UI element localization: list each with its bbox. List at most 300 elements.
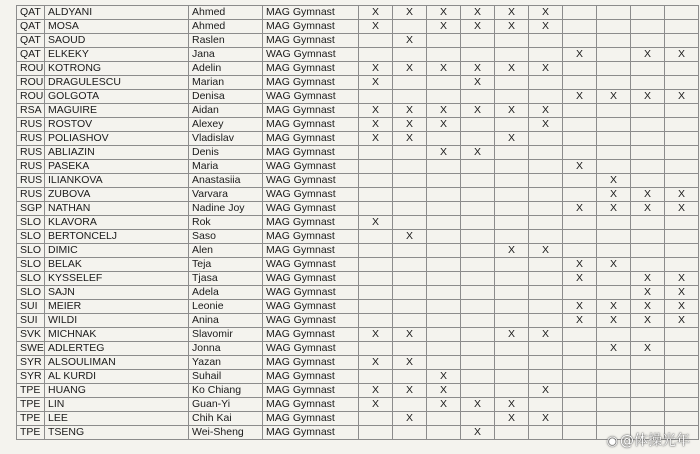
apparatus-mark-cell: X — [461, 104, 495, 118]
table-row — [17, 146, 699, 160]
country-code-cell: SLO — [17, 216, 45, 230]
surname-cell: MEIER — [45, 300, 189, 314]
country-code-cell: QAT — [17, 34, 45, 48]
table-row — [17, 188, 699, 202]
apparatus-mark-cell — [665, 370, 699, 384]
apparatus-mark-cell: X — [461, 426, 495, 440]
apparatus-mark-cell — [427, 34, 461, 48]
country-code-cell: SVK — [17, 328, 45, 342]
apparatus-mark-cell — [665, 104, 699, 118]
apparatus-mark-cell: X — [529, 62, 563, 76]
discipline-cell: MAG Gymnast — [263, 20, 359, 34]
apparatus-mark-cell — [529, 90, 563, 104]
apparatus-mark-cell — [631, 328, 665, 342]
apparatus-mark-cell — [529, 216, 563, 230]
apparatus-mark-cell — [393, 314, 427, 328]
apparatus-mark-cell — [529, 356, 563, 370]
table-row — [17, 328, 699, 342]
country-code-cell: SUI — [17, 300, 45, 314]
discipline-cell: WAG Gymnast — [263, 314, 359, 328]
given-name-cell: Denis — [189, 146, 263, 160]
apparatus-mark-cell: X — [529, 104, 563, 118]
table-row — [17, 104, 699, 118]
country-code-cell: SLO — [17, 286, 45, 300]
surname-cell: ALSOULIMAN — [45, 356, 189, 370]
table-row — [17, 216, 699, 230]
apparatus-mark-cell — [359, 146, 393, 160]
discipline-cell: WAG Gymnast — [263, 160, 359, 174]
apparatus-mark-cell: X — [393, 328, 427, 342]
apparatus-mark-cell — [495, 286, 529, 300]
surname-cell: ILIANKOVA — [45, 174, 189, 188]
apparatus-mark-cell: X — [631, 188, 665, 202]
apparatus-mark-cell — [529, 146, 563, 160]
apparatus-mark-cell — [393, 426, 427, 440]
apparatus-mark-cell — [393, 300, 427, 314]
discipline-cell: MAG Gymnast — [263, 356, 359, 370]
apparatus-mark-cell — [427, 300, 461, 314]
apparatus-mark-cell — [665, 132, 699, 146]
apparatus-mark-cell — [631, 412, 665, 426]
apparatus-mark-cell — [665, 146, 699, 160]
apparatus-mark-cell — [529, 370, 563, 384]
apparatus-mark-cell — [359, 90, 393, 104]
apparatus-mark-cell — [563, 62, 597, 76]
apparatus-mark-cell — [563, 412, 597, 426]
apparatus-mark-cell — [461, 132, 495, 146]
country-code-cell: SYR — [17, 356, 45, 370]
apparatus-mark-cell — [359, 258, 393, 272]
discipline-cell: MAG Gymnast — [263, 412, 359, 426]
given-name-cell: Saso — [189, 230, 263, 244]
surname-cell: DRAGULESCU — [45, 76, 189, 90]
apparatus-mark-cell — [597, 34, 631, 48]
surname-cell: ZUBOVA — [45, 188, 189, 202]
apparatus-mark-cell: X — [359, 76, 393, 90]
apparatus-mark-cell — [631, 216, 665, 230]
apparatus-mark-cell — [461, 118, 495, 132]
apparatus-mark-cell — [597, 230, 631, 244]
apparatus-mark-cell — [597, 398, 631, 412]
apparatus-mark-cell: X — [495, 328, 529, 342]
given-name-cell: Vladislav — [189, 132, 263, 146]
discipline-cell: MAG Gymnast — [263, 146, 359, 160]
apparatus-mark-cell — [529, 286, 563, 300]
apparatus-mark-cell: X — [359, 20, 393, 34]
apparatus-mark-cell — [597, 160, 631, 174]
apparatus-mark-cell — [529, 314, 563, 328]
apparatus-mark-cell: X — [427, 398, 461, 412]
discipline-cell: WAG Gymnast — [263, 90, 359, 104]
apparatus-mark-cell — [495, 384, 529, 398]
apparatus-mark-cell — [665, 62, 699, 76]
discipline-cell: MAG Gymnast — [263, 104, 359, 118]
apparatus-mark-cell — [359, 272, 393, 286]
apparatus-mark-cell — [529, 258, 563, 272]
apparatus-mark-cell: X — [495, 398, 529, 412]
apparatus-mark-cell — [461, 174, 495, 188]
apparatus-mark-cell — [631, 20, 665, 34]
surname-cell: SAJN — [45, 286, 189, 300]
discipline-cell: MAG Gymnast — [263, 62, 359, 76]
apparatus-mark-cell: X — [597, 174, 631, 188]
apparatus-mark-cell — [427, 314, 461, 328]
watermark — [607, 430, 690, 450]
apparatus-mark-cell — [631, 230, 665, 244]
entry-list-table — [16, 5, 699, 440]
apparatus-mark-cell — [393, 76, 427, 90]
country-code-cell: TPE — [17, 384, 45, 398]
table-row — [17, 426, 699, 440]
apparatus-mark-cell — [563, 174, 597, 188]
apparatus-mark-cell: X — [359, 216, 393, 230]
apparatus-mark-cell — [427, 230, 461, 244]
apparatus-mark-cell — [495, 160, 529, 174]
apparatus-mark-cell: X — [631, 300, 665, 314]
apparatus-mark-cell — [597, 356, 631, 370]
apparatus-mark-cell — [665, 216, 699, 230]
country-code-cell: SLO — [17, 272, 45, 286]
apparatus-mark-cell — [427, 216, 461, 230]
apparatus-mark-cell — [461, 90, 495, 104]
apparatus-mark-cell: X — [563, 258, 597, 272]
given-name-cell: Jana — [189, 48, 263, 62]
country-code-cell: RUS — [17, 174, 45, 188]
discipline-cell: MAG Gymnast — [263, 328, 359, 342]
apparatus-mark-cell: X — [665, 314, 699, 328]
apparatus-mark-cell: X — [529, 6, 563, 20]
apparatus-mark-cell: X — [359, 104, 393, 118]
discipline-cell: MAG Gymnast — [263, 216, 359, 230]
given-name-cell: Maria — [189, 160, 263, 174]
given-name-cell: Alexey — [189, 118, 263, 132]
country-code-cell: QAT — [17, 6, 45, 20]
apparatus-mark-cell — [597, 76, 631, 90]
country-code-cell: SLO — [17, 244, 45, 258]
apparatus-mark-cell — [393, 160, 427, 174]
surname-cell: ADLERTEG — [45, 342, 189, 356]
apparatus-mark-cell: X — [495, 20, 529, 34]
table-row — [17, 342, 699, 356]
surname-cell: KOTRONG — [45, 62, 189, 76]
surname-cell: BERTONCELJ — [45, 230, 189, 244]
apparatus-mark-cell: X — [359, 62, 393, 76]
discipline-cell: MAG Gymnast — [263, 76, 359, 90]
apparatus-mark-cell — [529, 160, 563, 174]
apparatus-mark-cell — [631, 160, 665, 174]
apparatus-mark-cell — [495, 202, 529, 216]
surname-cell: NATHAN — [45, 202, 189, 216]
apparatus-mark-cell — [495, 146, 529, 160]
apparatus-mark-cell: X — [495, 244, 529, 258]
apparatus-mark-cell — [529, 342, 563, 356]
country-code-cell: RSA — [17, 104, 45, 118]
apparatus-mark-cell — [631, 146, 665, 160]
apparatus-mark-cell — [495, 370, 529, 384]
discipline-cell: WAG Gymnast — [263, 300, 359, 314]
discipline-cell: MAG Gymnast — [263, 118, 359, 132]
discipline-cell: WAG Gymnast — [263, 258, 359, 272]
apparatus-mark-cell: X — [427, 370, 461, 384]
apparatus-mark-cell — [597, 62, 631, 76]
table-row — [17, 76, 699, 90]
apparatus-mark-cell — [461, 48, 495, 62]
table-row — [17, 412, 699, 426]
apparatus-mark-cell — [529, 202, 563, 216]
apparatus-mark-cell — [665, 118, 699, 132]
apparatus-mark-cell — [495, 118, 529, 132]
apparatus-mark-cell: X — [427, 384, 461, 398]
apparatus-mark-cell — [529, 426, 563, 440]
apparatus-mark-cell — [665, 174, 699, 188]
apparatus-mark-cell: X — [495, 412, 529, 426]
apparatus-mark-cell — [597, 146, 631, 160]
table-row — [17, 300, 699, 314]
apparatus-mark-cell — [393, 398, 427, 412]
given-name-cell: Aidan — [189, 104, 263, 118]
apparatus-mark-cell — [665, 20, 699, 34]
apparatus-mark-cell — [563, 34, 597, 48]
country-code-cell: QAT — [17, 20, 45, 34]
given-name-cell: Alen — [189, 244, 263, 258]
apparatus-mark-cell: X — [563, 48, 597, 62]
apparatus-mark-cell — [461, 216, 495, 230]
apparatus-mark-cell — [461, 300, 495, 314]
apparatus-mark-cell — [563, 230, 597, 244]
given-name-cell: Suhail — [189, 370, 263, 384]
apparatus-mark-cell — [631, 132, 665, 146]
apparatus-mark-cell — [393, 370, 427, 384]
entry-list-body — [17, 6, 699, 440]
apparatus-mark-cell: X — [393, 6, 427, 20]
apparatus-mark-cell — [427, 48, 461, 62]
apparatus-mark-cell — [461, 244, 495, 258]
discipline-cell: MAG Gymnast — [263, 398, 359, 412]
apparatus-mark-cell: X — [665, 286, 699, 300]
given-name-cell: Guan-Yi — [189, 398, 263, 412]
apparatus-mark-cell — [665, 342, 699, 356]
table-row — [17, 384, 699, 398]
apparatus-mark-cell: X — [563, 160, 597, 174]
apparatus-mark-cell: X — [393, 356, 427, 370]
surname-cell: MOSA — [45, 20, 189, 34]
apparatus-mark-cell — [393, 146, 427, 160]
apparatus-mark-cell: X — [393, 384, 427, 398]
apparatus-mark-cell — [631, 258, 665, 272]
apparatus-mark-cell — [393, 48, 427, 62]
apparatus-mark-cell — [461, 356, 495, 370]
given-name-cell: Leonie — [189, 300, 263, 314]
apparatus-mark-cell — [393, 342, 427, 356]
apparatus-mark-cell — [597, 216, 631, 230]
apparatus-mark-cell: X — [359, 6, 393, 20]
apparatus-mark-cell — [563, 146, 597, 160]
apparatus-mark-cell — [563, 370, 597, 384]
apparatus-mark-cell — [597, 384, 631, 398]
apparatus-mark-cell — [427, 356, 461, 370]
apparatus-mark-cell: X — [461, 398, 495, 412]
given-name-cell: Yazan — [189, 356, 263, 370]
given-name-cell: Raslen — [189, 34, 263, 48]
country-code-cell: ROU — [17, 62, 45, 76]
given-name-cell: Ko Chiang — [189, 384, 263, 398]
apparatus-mark-cell: X — [631, 48, 665, 62]
apparatus-mark-cell — [427, 412, 461, 426]
apparatus-mark-cell: X — [393, 132, 427, 146]
apparatus-mark-cell — [495, 34, 529, 48]
apparatus-mark-cell — [563, 20, 597, 34]
country-code-cell: RUS — [17, 188, 45, 202]
apparatus-mark-cell — [359, 412, 393, 426]
table-row — [17, 230, 699, 244]
apparatus-mark-cell — [359, 286, 393, 300]
apparatus-mark-cell: X — [393, 118, 427, 132]
apparatus-mark-cell — [461, 202, 495, 216]
apparatus-mark-cell: X — [529, 118, 563, 132]
apparatus-mark-cell — [427, 342, 461, 356]
apparatus-mark-cell — [495, 356, 529, 370]
apparatus-mark-cell — [631, 34, 665, 48]
table-row — [17, 272, 699, 286]
apparatus-mark-cell — [665, 34, 699, 48]
table-row — [17, 62, 699, 76]
country-code-cell: SLO — [17, 258, 45, 272]
country-code-cell: RUS — [17, 160, 45, 174]
apparatus-mark-cell: X — [495, 104, 529, 118]
country-code-cell: RUS — [17, 132, 45, 146]
apparatus-mark-cell: X — [393, 34, 427, 48]
country-code-cell: TPE — [17, 398, 45, 412]
table-row — [17, 90, 699, 104]
apparatus-mark-cell — [359, 244, 393, 258]
watermark-text: @体操光年 — [620, 433, 690, 449]
apparatus-mark-cell — [563, 328, 597, 342]
apparatus-mark-cell: X — [393, 412, 427, 426]
apparatus-mark-cell — [631, 62, 665, 76]
table-row — [17, 356, 699, 370]
apparatus-mark-cell — [529, 230, 563, 244]
apparatus-mark-cell: X — [563, 300, 597, 314]
apparatus-mark-cell — [427, 188, 461, 202]
table-row — [17, 20, 699, 34]
given-name-cell: Tjasa — [189, 272, 263, 286]
apparatus-mark-cell — [665, 230, 699, 244]
apparatus-mark-cell: X — [427, 104, 461, 118]
apparatus-mark-cell — [427, 160, 461, 174]
table-row — [17, 132, 699, 146]
apparatus-mark-cell — [359, 188, 393, 202]
given-name-cell: Wei-Sheng — [189, 426, 263, 440]
apparatus-mark-cell: X — [359, 328, 393, 342]
apparatus-mark-cell — [495, 188, 529, 202]
apparatus-mark-cell — [665, 244, 699, 258]
apparatus-mark-cell — [359, 230, 393, 244]
discipline-cell: WAG Gymnast — [263, 286, 359, 300]
apparatus-mark-cell — [631, 104, 665, 118]
apparatus-mark-cell: X — [359, 398, 393, 412]
apparatus-mark-cell — [427, 272, 461, 286]
apparatus-mark-cell — [665, 328, 699, 342]
country-code-cell: SLO — [17, 230, 45, 244]
apparatus-mark-cell: X — [665, 202, 699, 216]
apparatus-mark-cell: X — [597, 300, 631, 314]
discipline-cell: MAG Gymnast — [263, 384, 359, 398]
apparatus-mark-cell — [665, 258, 699, 272]
apparatus-mark-cell: X — [563, 272, 597, 286]
apparatus-mark-cell — [631, 398, 665, 412]
apparatus-mark-cell — [529, 132, 563, 146]
apparatus-mark-cell — [597, 6, 631, 20]
apparatus-mark-cell: X — [359, 118, 393, 132]
table-row — [17, 370, 699, 384]
apparatus-mark-cell: X — [631, 286, 665, 300]
discipline-cell: WAG Gymnast — [263, 202, 359, 216]
apparatus-mark-cell — [461, 342, 495, 356]
apparatus-mark-cell: X — [495, 6, 529, 20]
apparatus-mark-cell — [359, 34, 393, 48]
apparatus-mark-cell: X — [563, 314, 597, 328]
apparatus-mark-cell — [563, 118, 597, 132]
apparatus-mark-cell: X — [597, 90, 631, 104]
surname-cell: ROSTOV — [45, 118, 189, 132]
apparatus-mark-cell: X — [529, 328, 563, 342]
given-name-cell: Adelin — [189, 62, 263, 76]
apparatus-mark-cell — [359, 342, 393, 356]
apparatus-mark-cell — [495, 90, 529, 104]
country-code-cell: RUS — [17, 146, 45, 160]
apparatus-mark-cell — [393, 272, 427, 286]
weibo-icon: ◉ — [606, 434, 618, 449]
apparatus-mark-cell — [393, 216, 427, 230]
apparatus-mark-cell: X — [461, 146, 495, 160]
apparatus-mark-cell: X — [597, 258, 631, 272]
discipline-cell: WAG Gymnast — [263, 342, 359, 356]
apparatus-mark-cell — [461, 370, 495, 384]
apparatus-mark-cell — [597, 370, 631, 384]
surname-cell: KLAVORA — [45, 216, 189, 230]
apparatus-mark-cell — [495, 230, 529, 244]
apparatus-mark-cell — [631, 244, 665, 258]
given-name-cell: Jonna — [189, 342, 263, 356]
apparatus-mark-cell: X — [427, 6, 461, 20]
apparatus-mark-cell — [665, 412, 699, 426]
apparatus-mark-cell: X — [597, 202, 631, 216]
apparatus-mark-cell: X — [665, 300, 699, 314]
given-name-cell: Denisa — [189, 90, 263, 104]
given-name-cell: Anastasiia — [189, 174, 263, 188]
apparatus-mark-cell: X — [393, 104, 427, 118]
apparatus-mark-cell — [495, 426, 529, 440]
apparatus-mark-cell — [563, 104, 597, 118]
given-name-cell: Adela — [189, 286, 263, 300]
table-row — [17, 202, 699, 216]
apparatus-mark-cell: X — [563, 202, 597, 216]
apparatus-mark-cell: X — [461, 62, 495, 76]
apparatus-mark-cell — [631, 118, 665, 132]
apparatus-mark-cell: X — [631, 342, 665, 356]
discipline-cell: WAG Gymnast — [263, 272, 359, 286]
apparatus-mark-cell — [631, 384, 665, 398]
given-name-cell: Anina — [189, 314, 263, 328]
apparatus-mark-cell — [495, 76, 529, 90]
apparatus-mark-cell — [461, 160, 495, 174]
table-row — [17, 34, 699, 48]
apparatus-mark-cell — [597, 286, 631, 300]
apparatus-mark-cell: X — [529, 20, 563, 34]
apparatus-mark-cell — [665, 356, 699, 370]
country-code-cell: QAT — [17, 48, 45, 62]
apparatus-mark-cell — [461, 314, 495, 328]
